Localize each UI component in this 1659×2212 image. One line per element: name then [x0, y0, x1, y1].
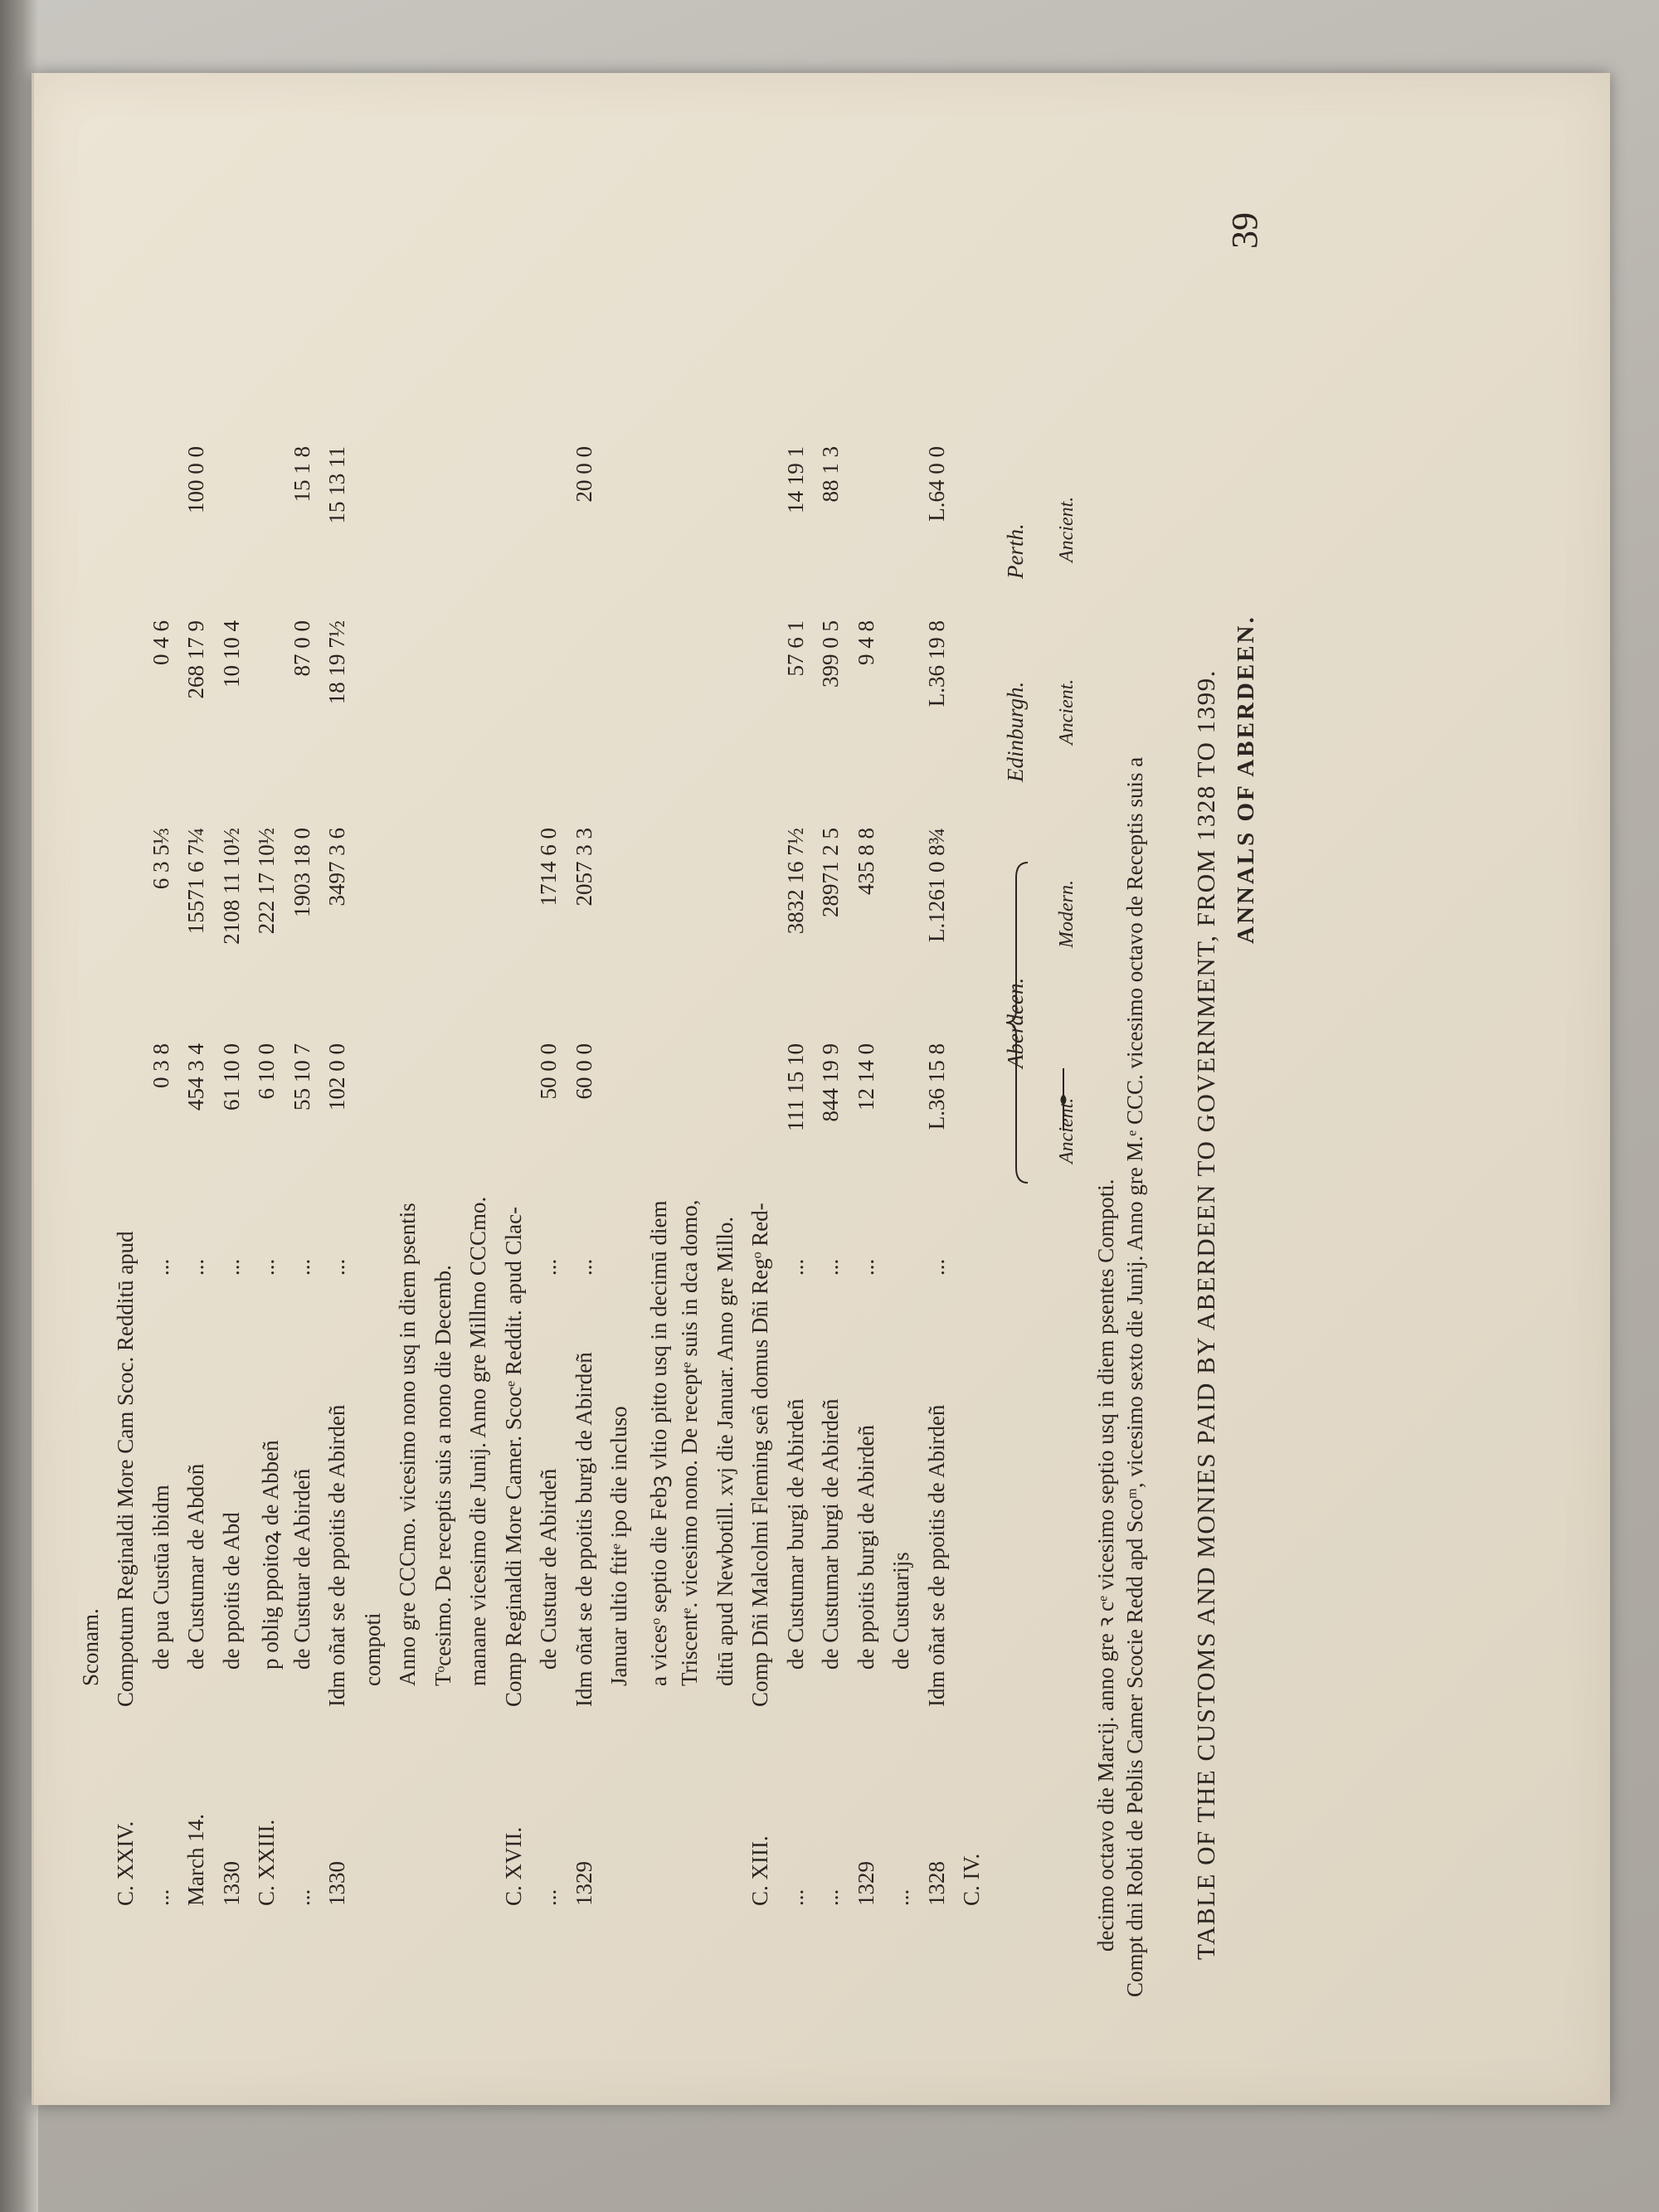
- row-19-ref: ...: [289, 1889, 314, 1906]
- intro-line-1: Compt dni Robti de Peblis Camer Scocie Redd apd Scoᵐ, vicesimo sexto die Junij. Anno gre M.ᵉ CCC. vicesimo octavo de Receptis suis a: [1122, 756, 1147, 1997]
- row-24-text: Compotum Reginaldi More Cam Scoc. Redditū apud: [113, 1231, 138, 1707]
- column-perth: Perth.: [1003, 523, 1028, 579]
- row-4-text: de Custumar burgi de Abirdeñ: [818, 1398, 843, 1670]
- row-22-dots: ...: [183, 1258, 208, 1276]
- row-25-text: Sconam.: [77, 1608, 103, 1686]
- subhead-edinburgh-ancient: Ancient.: [1056, 678, 1078, 745]
- row-11-ab-anc: 60 0 0: [571, 1043, 596, 1100]
- row-1-dots: ...: [923, 1258, 949, 1276]
- row-23-ab-anc: 0 3 8: [148, 1043, 173, 1088]
- row-21-dots: ...: [218, 1258, 244, 1276]
- row-13-text: Comp Reginaldi More Camer. Scocᵉ Reddit. apud Clac-: [500, 1206, 526, 1707]
- row-4-dots: ...: [818, 1258, 843, 1276]
- row-21-ab-anc: 61 10 0: [218, 1043, 244, 1111]
- row-12-ref: ...: [536, 1889, 561, 1906]
- row-4-pe-anc: 88 1 3: [818, 446, 843, 503]
- row-11-text: Idm oñat se de ppoitis burgi de Abirdeñ: [571, 1352, 596, 1707]
- row-20-ab-anc: 6 10 0: [254, 1043, 279, 1100]
- row-1-ab-mod: L.1261 0 8¾: [923, 828, 949, 942]
- row-21-ed-anc: 10 10 4: [218, 620, 244, 688]
- row-3-ab-anc: 12 14 0: [853, 1043, 878, 1111]
- row-22-ab-mod: 15571 6 7¼: [183, 828, 208, 935]
- row-8-text: Triscentᵉ. vicesimo nono. De receptᵉ suis in dca domo,: [677, 1199, 702, 1686]
- row-18-ref: 1330: [324, 1861, 349, 1906]
- row-21-text: de ppoitis de Abd: [218, 1512, 244, 1670]
- row-7-text: ditū apud Newbotill. xvj die Januar. Anno gre Millo.: [712, 1216, 737, 1686]
- table-title: TABLE OF THE CUSTOMS AND MONIES PAID BY ABERDEEN TO GOVERNMENT, FROM 1328 TO 1399.: [1191, 669, 1220, 1960]
- row-2-text: de Custuarijs: [888, 1552, 913, 1670]
- aberdeen-brace: [1005, 861, 1029, 1184]
- subhead-aberdeen-ancient: Ancient.: [1056, 1097, 1078, 1164]
- row-4-ref: ...: [818, 1889, 843, 1906]
- column-edinburgh: Edinburgh.: [1003, 681, 1028, 782]
- row-11-ref: 1329: [571, 1861, 596, 1906]
- row-11-pe-anc: 20 0 0: [571, 446, 596, 503]
- row-12-ab-anc: 50 0 0: [536, 1043, 561, 1100]
- row-24-ref: C. XXIV.: [113, 1821, 138, 1906]
- row-1-text: Idm oñat se de ppoitis de Abirdeñ: [923, 1404, 949, 1707]
- row-22-ed-anc: 268 17 9: [183, 620, 208, 699]
- row-6-ref: C. XIII.: [747, 1835, 772, 1906]
- row-20-text: p oblig ppoitoꝝ de Abbeñ: [258, 1440, 283, 1670]
- row-3-ref: 1329: [853, 1861, 878, 1906]
- row-21-ab-mod: 2108 11 10½: [218, 828, 244, 945]
- row-9-text: a vicesᵒ septio die Febꝫ vltio pitto usq in decimū diem: [645, 1200, 671, 1686]
- intro-line-2: decimo octavo die Marcij. anno gre ꝛ cᵉ vicesimo septio usq in diem psentes Compoti.: [1093, 1179, 1118, 1952]
- row-1-ed-anc: L.36 19 8: [923, 620, 949, 707]
- row-23-ref: ...: [148, 1889, 173, 1906]
- row-1-pe-anc: L.64 0 0: [923, 446, 949, 522]
- row-5-ed-anc: 57 6 1: [782, 620, 808, 677]
- row-11-ab-mod: 2057 3 3: [571, 828, 596, 907]
- column-aberdeen: Aberdeen.: [1003, 977, 1028, 1068]
- row-22-text: de Custumar de Abdoñ: [183, 1463, 208, 1670]
- row-22-ref: March 14.: [183, 1814, 208, 1906]
- row-22-pe-anc: 100 0 0: [183, 446, 208, 513]
- row-3-ab-mod: 435 8 8: [853, 828, 878, 895]
- row-18-text: Idm oñat se de ppoitis de Abirdeñ: [324, 1404, 349, 1707]
- row-19-dots: ...: [289, 1258, 314, 1276]
- row-5-text: de Custumar burgi de Abirdeñ: [782, 1398, 808, 1670]
- row-23-dots: ...: [148, 1258, 173, 1276]
- row-19-pe-anc: 15 1 8: [289, 446, 314, 503]
- row-0-ref: C. IV.: [959, 1853, 984, 1906]
- row-23-ab-mod: 6 3 5⅓: [148, 828, 173, 890]
- row-12-text: de Custuar de Abirdeñ: [536, 1468, 561, 1670]
- row-1-ref: 1328: [923, 1861, 949, 1906]
- row-20-dots: ...: [254, 1258, 279, 1276]
- row-10-text: Januar ultio ftitᵉ ipo die incluso: [606, 1406, 631, 1686]
- row-19-ab-anc: 55 10 7: [289, 1043, 314, 1111]
- row-3-ed-anc: 9 4 8: [853, 620, 878, 665]
- row-5-ab-anc: 111 15 10: [782, 1043, 808, 1131]
- row-17-text: compoti: [359, 1612, 385, 1686]
- row-18-ab-anc: 102 0 0: [324, 1043, 349, 1111]
- row-15-text: Tᵒcesimo. De receptis suis a nono die Decemb.: [430, 1265, 455, 1686]
- row-3-text: de ppoitis burgi de Abirdeñ: [853, 1425, 878, 1670]
- row-5-ab-mod: 3832 16 7½: [782, 828, 808, 935]
- row-16-text: Anno gre CCCmo. vicesimo nono usq in diem psentis: [395, 1203, 420, 1686]
- row-5-pe-anc: 14 19 1: [782, 446, 808, 513]
- page-number: 39: [1224, 212, 1265, 249]
- row-11-dots: ...: [571, 1258, 596, 1276]
- row-18-ab-mod: 3497 3 6: [324, 828, 349, 907]
- row-22-ab-anc: 454 3 4: [183, 1043, 208, 1111]
- row-21-ref: 1330: [218, 1861, 244, 1906]
- row-5-dots: ...: [782, 1258, 808, 1276]
- book-page: [32, 73, 1610, 2105]
- row-14-text: manane vicesimo die Junij. Anno gre Millmo CCCmo.: [465, 1196, 490, 1686]
- running-title: ANNALS OF ABERDEEN.: [1233, 615, 1259, 944]
- row-2-ref: ...: [888, 1889, 913, 1906]
- row-18-pe-anc: 15 13 11: [324, 446, 349, 524]
- row-18-dots: ...: [324, 1258, 349, 1276]
- row-19-text: de Custuar de Abirdeñ: [289, 1468, 314, 1670]
- row-6-text: Comp Dñi Malcolmi Fleming señ domus Dñi Regᵒ Red-: [747, 1203, 772, 1707]
- row-23-ed-anc: 0 4 6: [148, 620, 173, 665]
- row-13-ref: C. XVII.: [500, 1826, 526, 1906]
- rotated-page-content: [34, 73, 1610, 2105]
- row-5-ref: ...: [782, 1889, 808, 1906]
- row-12-ab-mod: 1714 6 0: [536, 828, 561, 907]
- row-4-ab-anc: 844 19 9: [818, 1043, 843, 1122]
- row-4-ab-mod: 28971 2 5: [818, 828, 843, 917]
- subhead-perth-ancient: Ancient.: [1056, 496, 1078, 562]
- row-18-ed-anc: 18 19 7½: [324, 620, 349, 705]
- subhead-aberdeen-modern: Modern.: [1056, 880, 1078, 948]
- row-1-ab-anc: L.36 15 8: [923, 1043, 949, 1130]
- row-4-ed-anc: 399 0 5: [818, 620, 843, 688]
- row-23-text: de pua Custūa ibidm: [148, 1485, 173, 1670]
- row-20-ref: C. XXIII.: [254, 1819, 279, 1906]
- row-12-dots: ...: [536, 1258, 561, 1276]
- row-19-ed-anc: 87 0 0: [289, 620, 314, 677]
- row-20-ab-mod: 222 17 10½: [254, 828, 279, 935]
- row-3-dots: ...: [853, 1258, 878, 1276]
- row-19-ab-mod: 1903 18 0: [289, 828, 314, 917]
